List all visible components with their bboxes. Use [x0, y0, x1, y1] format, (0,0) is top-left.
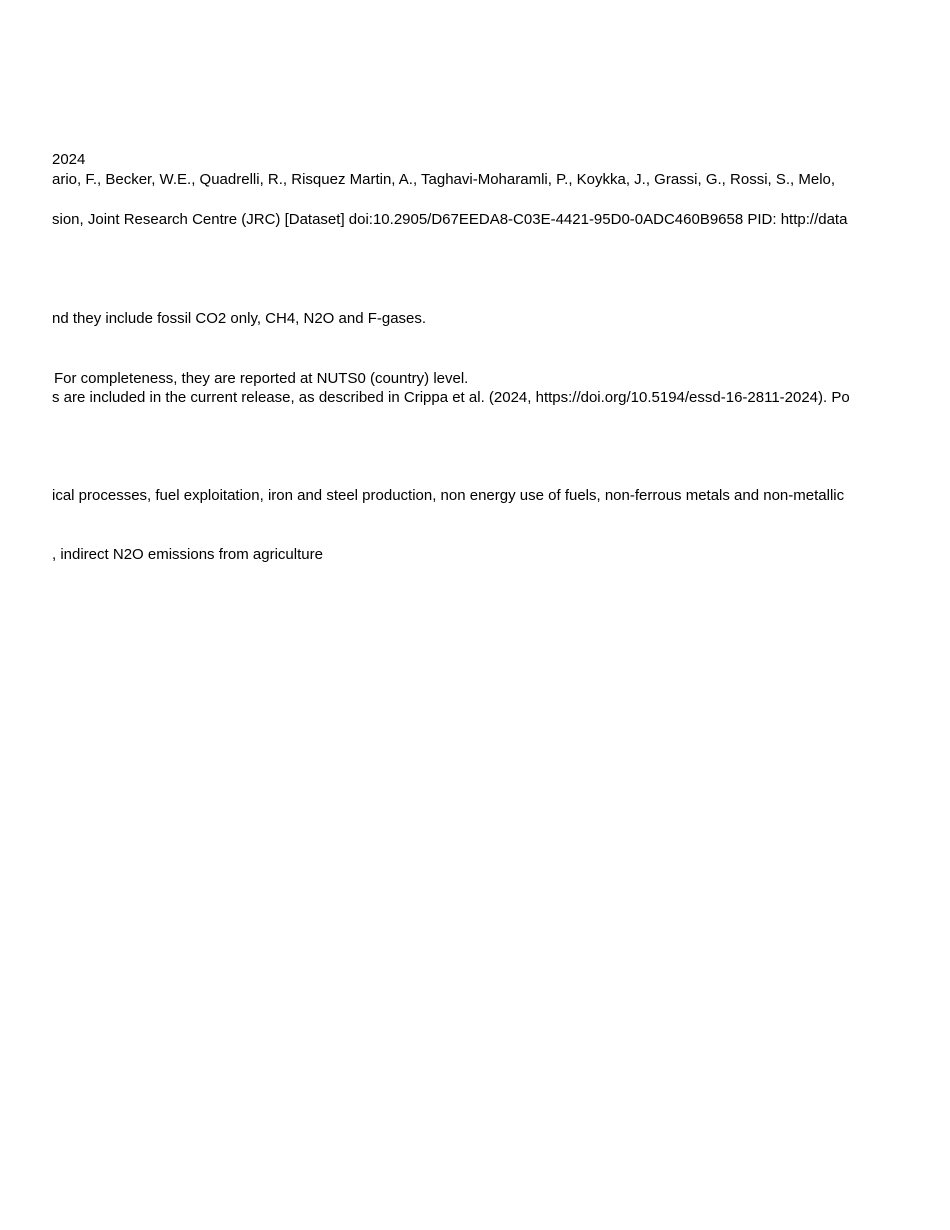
sheet-text-area [52, 0, 878, 1230]
text-line-gases: nd they include fossil CO2 only, CH4, N2O and F-gases. [52, 310, 427, 327]
text-line-year: 2024 [52, 151, 86, 168]
text-line-release-note: s are included in the current release, as described in Crippa et al. (2024, https://doi.org/10.5194/essd-16-2811-2024). Po [52, 389, 850, 406]
text-line-processes: ical processes, fuel exploitation, iron and steel production, non energy use of fuels, non-ferrous metals and non-metallic [52, 487, 845, 504]
text-line-agriculture: , indirect N2O emissions from agriculture [52, 546, 323, 563]
text-line-authors: ario, F., Becker, W.E., Quadrelli, R., Risquez Martin, A., Taghavi-Moharamli, P., Koykka, J., Grassi, G., Rossi, S., Melo, [52, 171, 836, 188]
text-line-dataset-citation: sion, Joint Research Centre (JRC) [Dataset] doi:10.2905/D67EEDA8-C03E-4421-95D0-0ADC460B9658 PID: http://data [52, 211, 848, 228]
text-line-nuts-level: For completeness, they are reported at NUTS0 (country) level. [54, 370, 469, 387]
